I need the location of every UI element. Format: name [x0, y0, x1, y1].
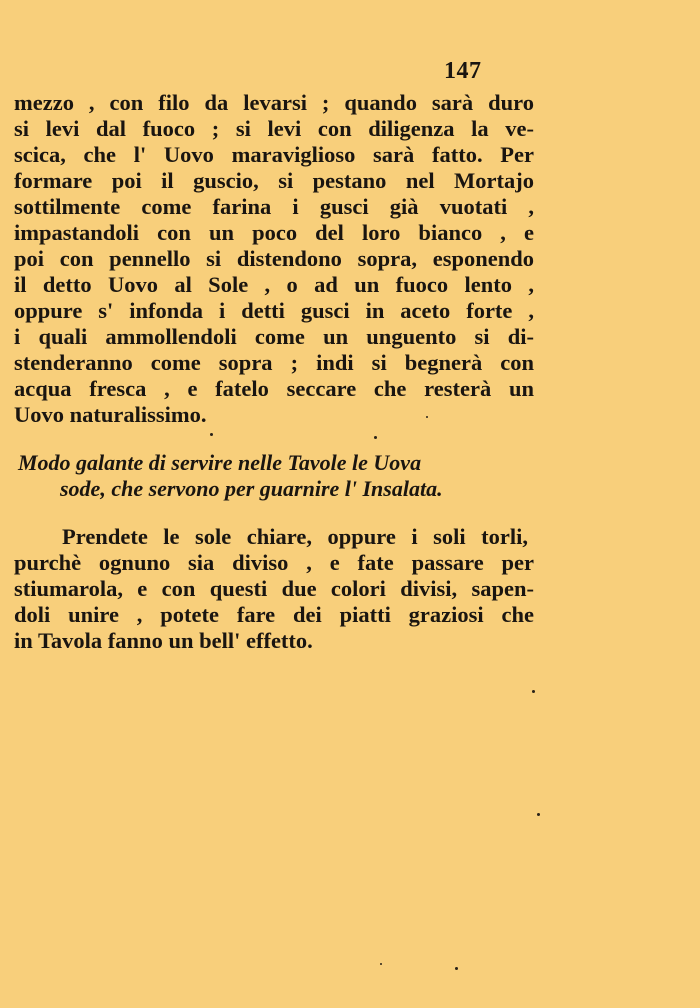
paper-speck — [537, 813, 540, 816]
text-line: poi con pennello si distendono sopra, esponendo — [14, 246, 534, 271]
text-line: purchè ognuno sia diviso , e fate passare per — [14, 550, 534, 575]
text-line: acqua fresca , e fatelo seccare che resterà un — [14, 376, 534, 401]
paper-speck — [455, 967, 458, 970]
text-line: il detto Uovo al Sole , o ad un fuoco lento , — [14, 272, 534, 297]
text-line: i quali ammollendoli come un unguento si di- — [14, 324, 534, 349]
paper-speck — [374, 436, 377, 439]
text-line: stenderanno come sopra ; indi si begnerà con — [14, 350, 534, 375]
text-line: scica, che l' Uovo maraviglioso sarà fatto. Per — [14, 142, 534, 167]
text-line: formare poi il guscio, si pestano nel Mortajo — [14, 168, 534, 193]
text-line: in Tavola fanno un bell' effetto. — [14, 628, 313, 653]
text-line: si levi dal fuoco ; si levi con diligenza la ve- — [14, 116, 534, 141]
text-line: sottilmente come farina i gusci già vuotati , — [14, 194, 534, 219]
text-line: oppure s' infonda i detti gusci in aceto forte , — [14, 298, 534, 323]
text-line: mezzo , con filo da levarsi ; quando sarà duro — [14, 90, 534, 115]
text-line: stiumarola, e con questi due colori divisi, sapen- — [14, 576, 534, 601]
text-line: impastandoli con un poco del loro bianco , e — [14, 220, 534, 245]
paper-speck — [210, 433, 213, 436]
paper-speck — [426, 416, 428, 418]
heading-line: sode, che servono per guarnire l' Insalata. — [60, 476, 443, 501]
paper-speck — [532, 690, 535, 693]
text-line: Uovo naturalissimo. — [14, 402, 207, 427]
heading-line: Modo galante di servire nelle Tavole le Uova — [18, 450, 422, 475]
paper-speck — [380, 963, 382, 965]
page-number: 147 — [444, 58, 482, 84]
text-line: Prendete le sole chiare, oppure i soli torli, — [62, 524, 528, 549]
text-line: doli unire , potete fare dei piatti graziosi che — [14, 602, 534, 627]
